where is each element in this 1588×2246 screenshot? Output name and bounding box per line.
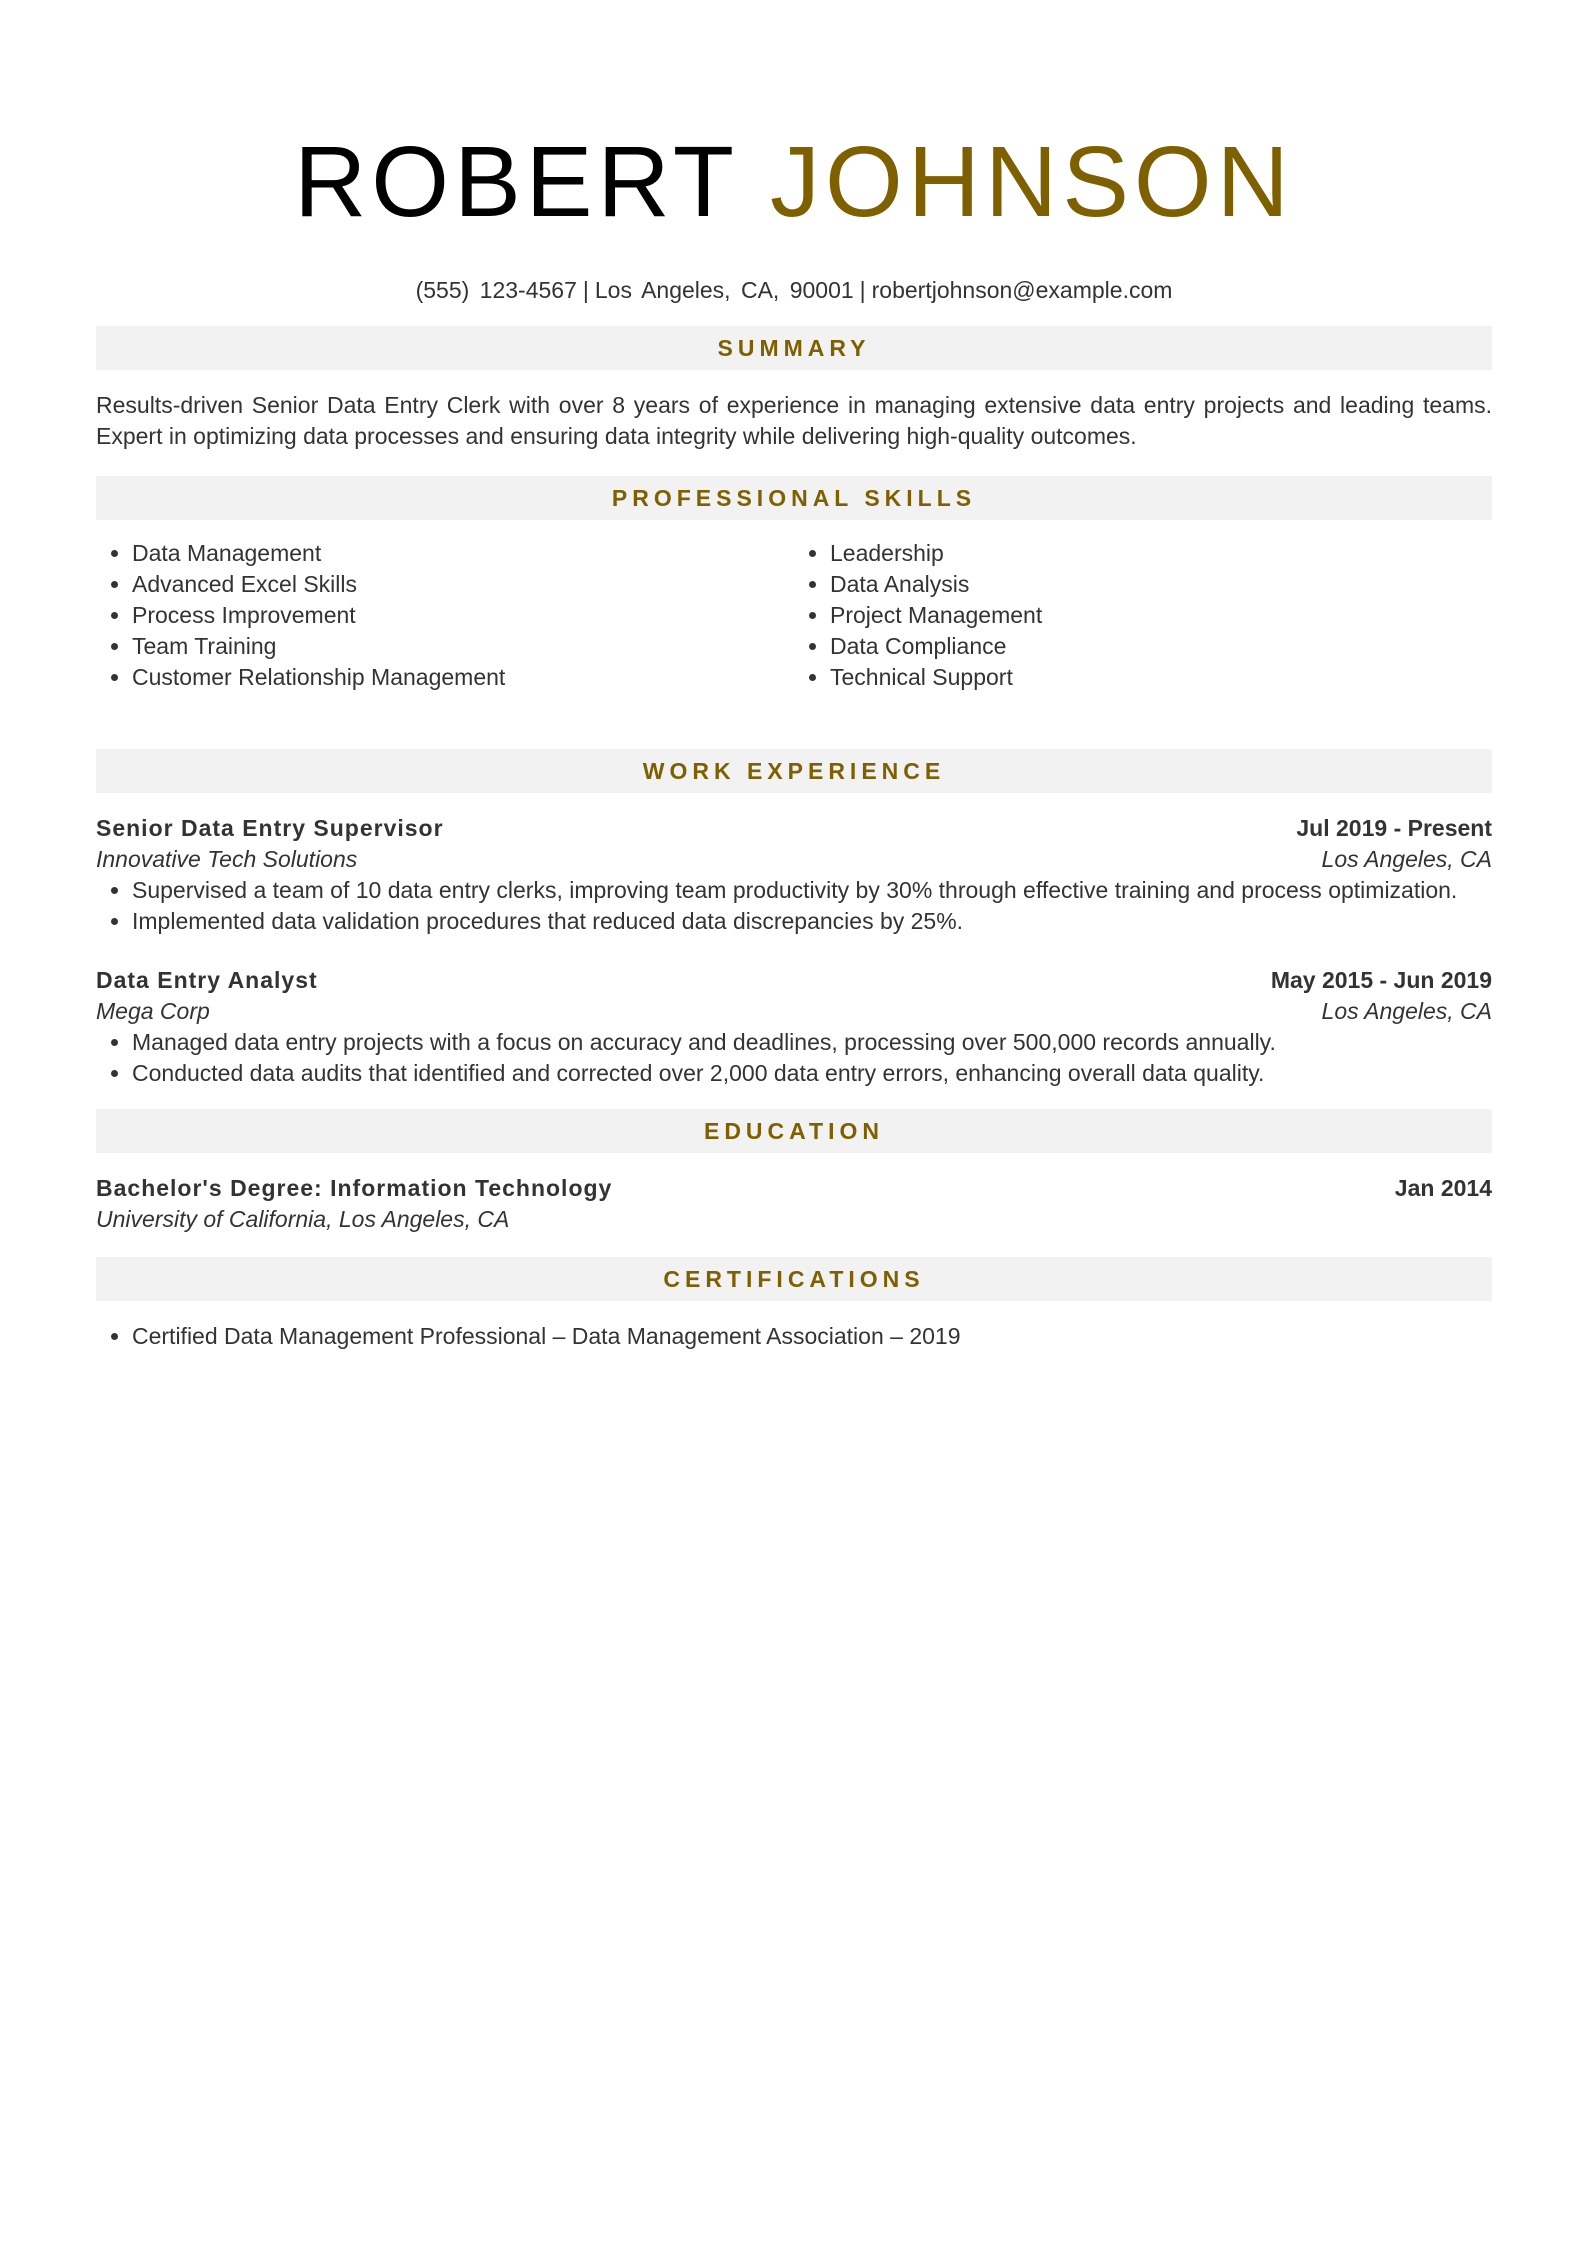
job-bullets xyxy=(96,1027,1492,1089)
education-date: Jan 2014 xyxy=(1394,1175,1492,1201)
skill-item: • Process Improvement xyxy=(132,600,794,631)
school: University of California, Los Angeles, CA xyxy=(96,1206,510,1232)
skill-item: • Data Compliance xyxy=(830,631,1492,662)
degree: Bachelor's Degree: Information Technology xyxy=(96,1175,613,1201)
contact-separator: | xyxy=(859,277,866,303)
job-dates: Jul 2019 - Present xyxy=(1296,815,1492,841)
job-header xyxy=(96,813,1492,844)
job-bullet: • Managed data entry projects with a focus on accuracy and deadlines, processing over 500,000 records annually. xyxy=(132,1027,1492,1058)
experience-heading: WORK EXPERIENCE xyxy=(96,749,1492,793)
skills-column-right xyxy=(794,538,1492,693)
job-bullets xyxy=(96,875,1492,937)
candidate-name xyxy=(96,0,1492,245)
job-bullet: • Conducted data audits that identified and corrected over 2,000 data entry errors, enhancing overall data quality. xyxy=(132,1058,1492,1089)
education-entry xyxy=(96,1173,1492,1235)
last-name: JOHNSON xyxy=(769,126,1294,238)
skill-item: • Team Training xyxy=(132,631,794,662)
certifications-heading: CERTIFICATIONS xyxy=(96,1257,1492,1301)
job-entry xyxy=(96,813,1492,937)
job-company: Mega Corp xyxy=(96,998,210,1024)
summary-text: Results-driven Senior Data Entry Clerk with over 8 years of experience in managing extensive data entry projects and leading teams. Expert in optimizing data processes and ensuring data integrity while delivering high-quality outcomes. xyxy=(96,392,1492,449)
education-header xyxy=(96,1173,1492,1204)
job-dates: May 2015 - Jun 2019 xyxy=(1270,967,1492,993)
skill-item: • Project Management xyxy=(830,600,1492,631)
skill-item: • Customer Relationship Management xyxy=(132,662,794,693)
certifications-list xyxy=(96,1321,1492,1352)
skill-item: • Leadership xyxy=(830,538,1492,569)
job-company: Innovative Tech Solutions xyxy=(96,846,358,872)
skills-list xyxy=(96,538,1492,693)
certification-item: • Certified Data Management Professional – Data Management Association – 2019 xyxy=(132,1321,1492,1352)
job-subheader xyxy=(96,844,1492,875)
contact-separator: | xyxy=(582,277,589,303)
skill-item: • Advanced Excel Skills xyxy=(132,569,794,600)
contact-line xyxy=(96,276,1492,304)
job-location: Los Angeles, CA xyxy=(1321,998,1492,1024)
job-location: Los Angeles, CA xyxy=(1321,846,1492,872)
skill-item: • Data Management xyxy=(132,538,794,569)
job-header xyxy=(96,965,1492,996)
education-heading: EDUCATION xyxy=(96,1109,1492,1153)
location: Los Angeles, CA, 90001 xyxy=(594,277,854,303)
phone: (555) 123-4567 xyxy=(415,277,577,303)
skill-item: • Data Analysis xyxy=(830,569,1492,600)
skills-column-left xyxy=(96,538,794,693)
email: robertjohnson@example.com xyxy=(871,277,1173,303)
job-entry xyxy=(96,965,1492,1089)
job-title: Senior Data Entry Supervisor xyxy=(96,815,444,841)
skills-heading: PROFESSIONAL SKILLS xyxy=(96,476,1492,520)
job-bullet: • Supervised a team of 10 data entry clerks, improving team productivity by 30% through effective training and process optimization. xyxy=(132,875,1492,906)
job-subheader xyxy=(96,996,1492,1027)
skill-item: • Technical Support xyxy=(830,662,1492,693)
job-bullet: • Implemented data validation procedures that reduced data discrepancies by 25%. xyxy=(132,906,1492,937)
job-title: Data Entry Analyst xyxy=(96,967,318,993)
first-name: ROBERT xyxy=(294,126,738,238)
summary-heading: SUMMARY xyxy=(96,326,1492,370)
education-subheader xyxy=(96,1204,1492,1235)
